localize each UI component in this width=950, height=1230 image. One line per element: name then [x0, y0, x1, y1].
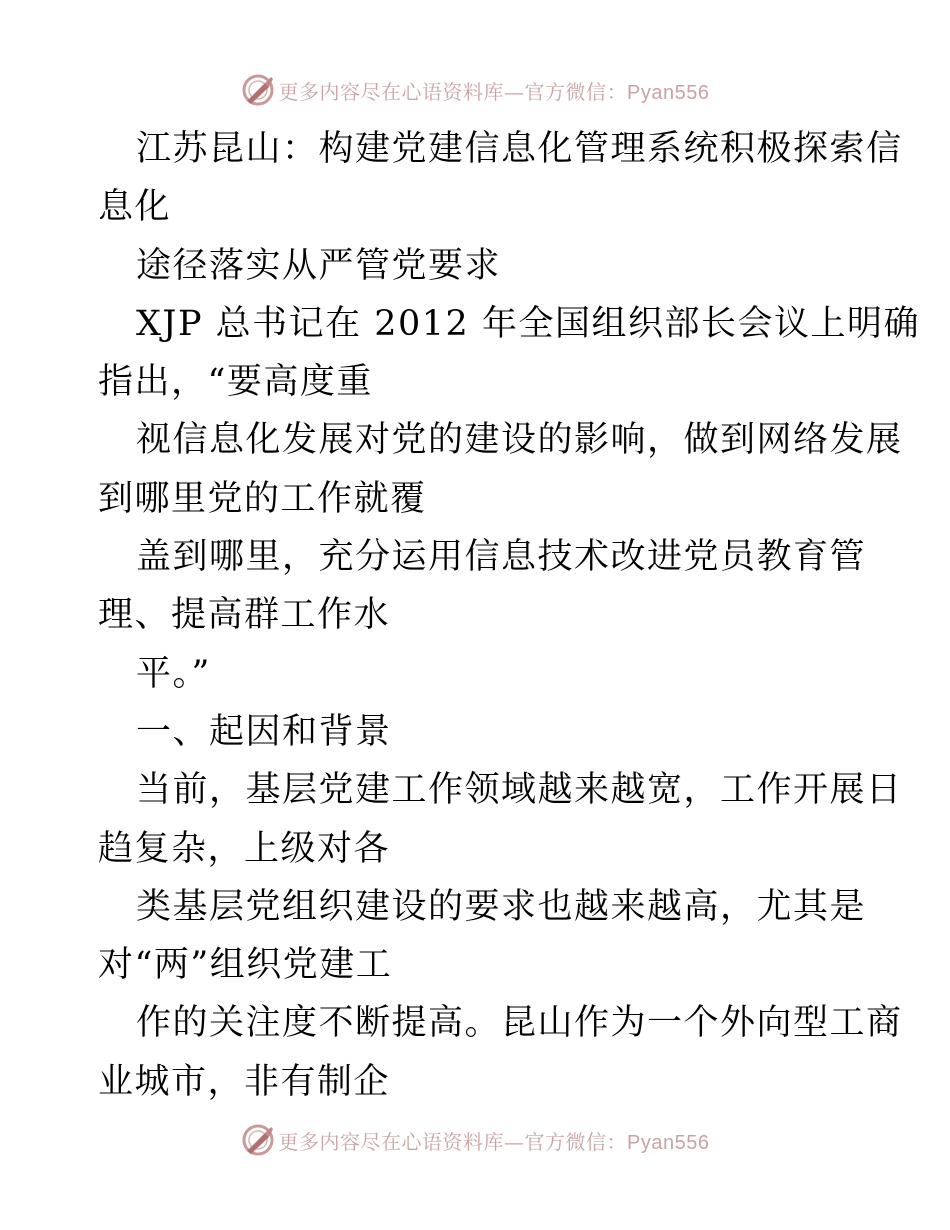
body-line: 类基层党组织建设的要求也越来越高，尤其是 [136, 886, 867, 927]
body-line: 趋复杂，上级对各 [98, 828, 391, 869]
body-line: 息化 [98, 187, 172, 228]
body-line: 业城市，非有制企 [98, 1061, 391, 1102]
body-line: 指出，“要高度重 [98, 362, 373, 403]
pen-logo-icon [241, 73, 275, 107]
footer-watermark [0, 1120, 950, 1160]
header-watermark [0, 70, 950, 110]
document-body [98, 120, 920, 1111]
body-line: 江苏昆山：构建党建信息化管理系统积极探索信 [136, 129, 903, 169]
body-line: 当前，基层党建工作领域越来越宽，工作开展日 [136, 770, 903, 811]
body-line: 平。” [136, 653, 211, 694]
watermark-text: 更多内容尽在心语资料库—官方微信：Pyan556 [278, 1129, 710, 1154]
body-line: 理、提高群工作水 [98, 595, 391, 636]
body-line: 到哪里党的工作就覆 [98, 478, 427, 519]
body-line: 对“两”组织党建工 [98, 945, 393, 986]
body-line: 盖到哪里，充分运用信息技术改进党员教育管 [136, 537, 867, 578]
body-line: 视信息化发展对党的建设的影响，做到网络发展 [136, 420, 903, 461]
pen-logo-icon [241, 1123, 275, 1157]
watermark-text: 更多内容尽在心语资料库—官方微信：Pyan556 [278, 79, 710, 104]
body-line: 作的关注度不断提高。昆山作为一个外向型工商 [136, 1003, 903, 1044]
body-line: 途径落实从严管党要求 [136, 245, 502, 286]
body-line: XJP 总书记在 2012 年全国组织部长会议上明确 [136, 303, 920, 344]
section-heading: 一、起因和背景 [136, 711, 392, 752]
